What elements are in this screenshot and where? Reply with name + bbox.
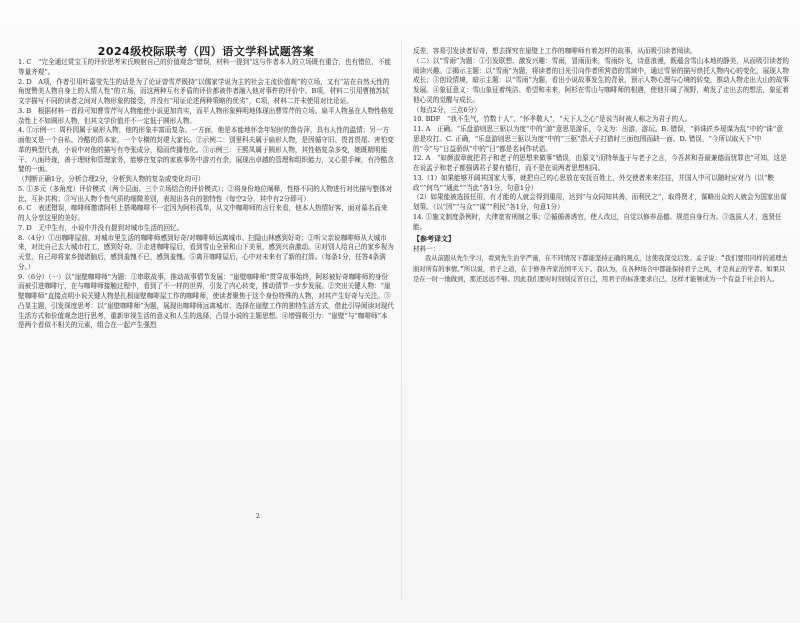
translation-text: 我从前跟从先生学习，看到先生治学严谨，在不同情况下都能坚持正确的观点，这使我深受启发。孟子说：“我们要用同样的道理去面对所有的事情。”所以说，君子之道，在于修身齐家治国平天下。我认为，在各种场合中都能保持君子之风，才是真正的学者。如果只是在一时一地做到，那还远远不够。因此我们要时时刻刻反省自己，用君子的标准要求自己，这样才能够成为一个有益于社会的人。 xyxy=(413,255,788,283)
answer-4-scoring: （判断正确1分，分析合理2分，分析到人物的复杂或变化均可） xyxy=(18,175,205,183)
answer-4: 4. ①示例一：周朴园属于扁形人物，他的形象丰富而复杂。一方面，他是本能地怀念年轻时的鲁侍萍，具有人性的温情；另一方面他又是一个自私、冷酷的资本家，一个专横的封建大家长。②示例二：别里科夫属于扁形人物，是因循守旧、畏首畏尾、害怕变革的典型代表，小说中对他的描写有夸张成分，稳而传播性化。③示例三：王熙凤属于圆形人物，其性格复杂多变，她既精明能干、八面玲珑，善于理财和管理家务，能够在复杂的家族事务中游刃有余，展现出卓越的管理和组织能力，又心狠手辣，有冷酷贪婪的一面。 xyxy=(18,126,394,174)
answer-10: 10. BDF “我不生气，竹数十人”，“怀孝敬人”，“天下人之心”是说当时被人称之为君子的人。 xyxy=(413,115,692,124)
answer-13-2: （2）如果能被选拔任用，有才能的人就会得到重用，达到“与众同知其善，而利民之”，取得贤才，谋略出众的人就会为国家出谋划策。（以“因”“与众”“谋”“利民”各1分，句意1分） xyxy=(413,193,787,211)
answer-13-1: 13.（1）如果能够开阔其国家大事，就把自己的心思放在安抚百姓上，外交使者来来往往，并国人中可以随时应对乃（以“鞅政”“何鸟”“通此”“当此”各1分，句意1分） xyxy=(413,173,774,192)
answer-8: 8.（4分）①出咖啡屋前，对城市里生活的咖啡师感到好奇/对咖啡师远离城市、扫隐山林感到好奇；②听父亲说咖啡师从大城市来，对比自己去大城市打工，感到好奇。③走进咖啡屋后，看到雪山全景和山下美景，感到兴奋激动。④对别人给自己的家乡视为天堂，自己却将家乡抛诸脑后，感到羞愧不已，感到羞愧。⑤离开咖啡屋后，心中对未来有了新的打算。（每条1分，任答4条满分。） xyxy=(18,233,394,271)
page-gutter xyxy=(401,40,402,600)
page-title: 2024级校际联考（四）语文学科试题答案 xyxy=(97,45,315,58)
answer-6: 6. C 表述错误，咖啡师邀请阿杉上搭喝咖啡不一定因为阿杉孤单，从文中咖啡师的言行来看，他本人热情好客，面对慕名而来的人分享这里的美好。 xyxy=(18,204,388,222)
answer-5: 5. ①多元（多角度）评价模式（两个层面、三个立场结合的评价模式）；②将身份地位阐释，性格不同的人物进行对比描写整体对比，互补共构；③写出人物个性气质的细微差别，表现出各自的独特性（每空2分，其中有2分即可） xyxy=(18,184,393,203)
answer-9: 9.（6分）（一）以“崖壁咖啡师”为题：①串联故事，推动故事情节发展：“崖壁咖啡师”贯穿故事始终，阿杉被好奇咖啡师的身份而被引进咖啡厅，在与咖啡师接触过程中，看到了不一样的世界，引发了内心转变，推动情节一步步发展。②突出关键人物：“崖壁咖啡师”直接点明小说关键人物是扎根崖壁咖啡屋工作的咖啡师，使读者聚焦于这个身份特殊的人物，对其产生好奇与关注。③凸显主题，引发深度思考：以“崖壁咖啡师”为题，展现出咖啡师远离城市、选择在崖壁工作的独特生活方式，借此引导阅读对现代生活方式和价值观念进行思考，重新审视生活的意义和人生的选择，凸显小说的主题思想。④增强吸引力：“崖壁”与“咖啡师”本是两个看似不相关的元素，组合在一起产生强烈 xyxy=(18,272,394,330)
right-column xyxy=(413,47,789,607)
page-number: 2 xyxy=(256,513,260,520)
answer-9-alt-title: （二）以“雪雨”为题：①引发联想、激发兴趣：雪雨，冒雨而来，雪雨纷飞，诗意浪漫，既蕴含雪山本地的静美，从而吸引读者的阅读兴趣。②揭示主题：以“雪雨”为题，将读者的目光引向作者所营造的雪域中，通过雪景的描写烘托人物内心的变化，展现人物成长；③创设情境，暗示主题：以“雪雨”为题，看出小说故事发生的背景，预示人物心理与心境的转变，推动人物走出大山的故事发展。④象征意义：雪山象征着纯洁、希望和未来，阿杉在雪山与咖啡师的相遇，使他开阔了视野，萌发了走出去的想法，象征着他心灵的觉醒与成长。 xyxy=(413,56,789,104)
answer-3: 3. B 根据材料一首段可知曹雪芹写人物能使小说更加真实，而平人物形象鲜明地体现出曹雪芹的立场。扁平人物虽在人物性格复杂性上不如圆形人物，但其文学价值并不一定低于圆形人物。 xyxy=(18,106,394,125)
answer-12: 12. A “如颜淑章就把君子和老子的思想来做事”错误，由原文“而特举盖于与老子之言，今吾甚和吾最兼德而忧罪也”可知，这是在说孟子和老子都强调君子要有德行，而不是在说两者思想相同。 xyxy=(413,154,787,172)
answer-11: 11. A 正确。“乐盘游则思三驱以为度”中的“游”意思是游乐，今义为：出游，游玩。B. 错误，“斜诛匠乡瑷谋为乱”中的“诛”意思是攻打。C. 正确，“乐盘游则思三驱以为度”中的“三驱”指天子打猎时三面包围而缺一面。D. 错误，“今所以取天下”中的“今”与“日益骄纵”中的“日”都是名词作状语。 xyxy=(413,125,783,153)
answer-14: 14. ①施文制度条例时，大律宽宥刑制之事；②循循善诱官，使人改过，自觉以修养品德、规范自身行为。③选拔人才，选贤任能。 xyxy=(413,212,782,231)
left-column xyxy=(18,40,394,510)
answer-7: 7. D 无中生有，小说中并没有提到对城市生活的回忆。 xyxy=(18,223,184,232)
answer-9-cont: 反差，容易引发读者好奇，想去探究在崖壁上工作的咖啡师有着怎样的故事，从而吸引读者阅读。 xyxy=(413,47,697,55)
material-one-label: 材料一： xyxy=(413,244,440,253)
reference-translation-heading: 【参考译文】 xyxy=(413,235,455,244)
answer-9-scoring: （每点2分，三点6分） xyxy=(413,105,481,114)
answer-2: 2. D A项，作者引用叶嘉莹先生的话是为了论证曾雪芹既持“以儒家学说为主的社会主流价值观”的立场，又有“站在自然天性的角度赞美人物自身上的人情人性”的立场，而这两种互有矛盾的评价都被作者融入他对事件的评价中。B项，材料二引用曹植苏轼文字描写不同的读者之间对人物形象的接受，并没有“用证论述两种策略的优劣”，C项，材料二并未使用对比论证。 xyxy=(18,77,390,105)
answer-1: 1. C “完全通过赏宝玉的评价思考宋氏映射自己的价值观念”错误，材料一提到“这与作者本人的立场既有重合，也有错位，不能等量齐观”。 xyxy=(18,58,392,76)
